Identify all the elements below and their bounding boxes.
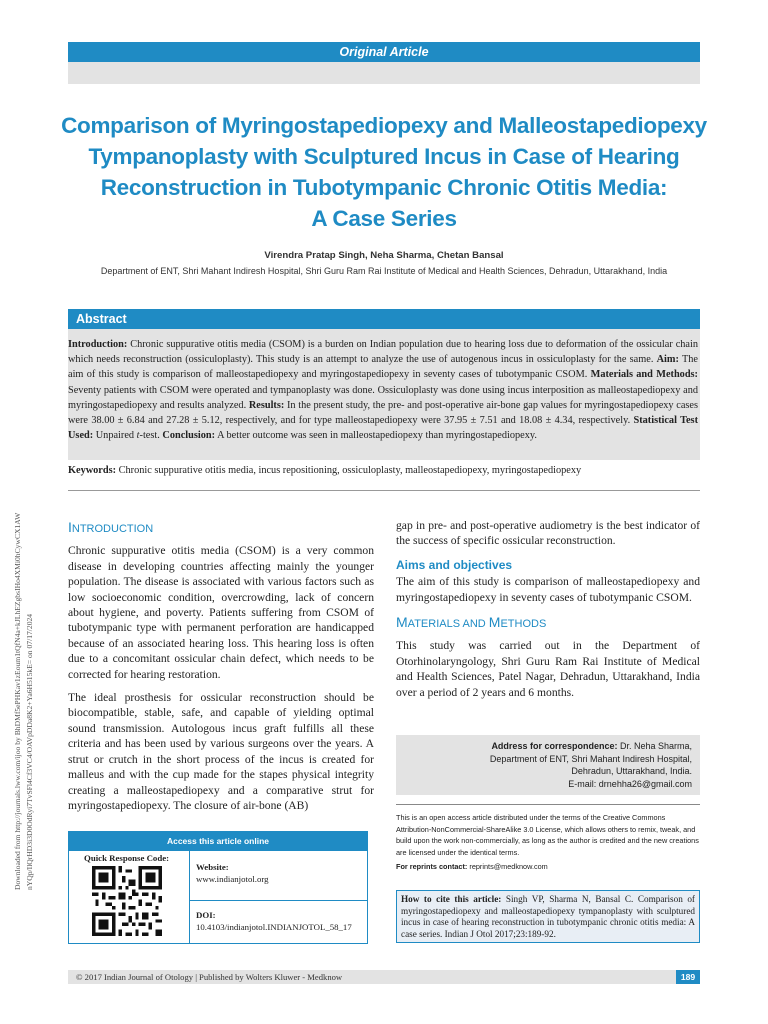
abstract-body xyxy=(68,329,700,460)
keywords-label: Keywords: xyxy=(68,465,117,476)
citation-box xyxy=(396,890,700,943)
header-band xyxy=(68,62,700,84)
abstract-results-label: Results: xyxy=(248,399,285,411)
introduction-para1: Chronic suppurative otitis media (CSOM) is a very common disease in developing countries affecting mainly the younger population. The disease is associated with various factors such as low socioeconomic condition, overcrowding, lack of concern about hygiene, and poverty. Patients suffering from CSOM of tubotympanic type with permanent perforation are handicapped because of an associated hearing loss. This hearing loss is often due to a concomitant ossicular chain defect, which needs to be corrected for hearing restoration. xyxy=(68,544,374,681)
keywords-text: Chronic suppurative otitis media, incus repositioning, ossiculoplasty, malleostapediopexy, myringostapediopexy xyxy=(116,465,582,476)
introduction-para2: The ideal prosthesis for ossicular reconstruction should be biocompatible, stable, safe, and capable of yielding optimal sound transmission. Autologous incus graft fulfills all these criteria and has been used by various surgeons over the years. A strut or crutch in the short process of the incus is created for malleus and with the cup made for the stapes physical integrity creating a malleostapediopexy and a comparative strut for myringostapediopexy. The closure of air-bone (AB) xyxy=(68,691,374,812)
open-access-note xyxy=(396,812,700,873)
doi-label: DOI: xyxy=(196,910,216,920)
website-label: Website: xyxy=(196,862,229,872)
abstract-conclusion-text: A better outcome was seen in malleostapediopexy than myringostapediopexy. xyxy=(215,430,537,442)
qr-label: Quick Response Code: xyxy=(84,853,170,863)
right-column xyxy=(396,518,700,700)
abstract-heading: Abstract xyxy=(68,309,700,329)
page-number: 189 xyxy=(676,970,700,984)
aims-text: The aim of this study is comparison of malleostapediopexy and myringostapediopexy in seventy cases of tubotympanic CSOM. xyxy=(396,575,700,604)
left-column xyxy=(68,520,374,813)
abstract-stat-text-end: -test. xyxy=(139,430,163,442)
title-line: Comparison of Myringostapediopexy and Malleostapediopexy xyxy=(61,113,707,138)
abstract-methods-text: Seventy patients with CSOM were operated and tympanoplasty was done. Ossiculoplasty was done using incus interposition as malleostapediopexy and myringostapediopexy and results analyzed. xyxy=(68,384,698,411)
divider xyxy=(68,490,700,491)
abstract-intro-text: Chronic suppurative otitis media (CSOM) is a burden on Indian population due to hearing loss due to deformation of the ossicular chain which needs reconstruction (ossiculoplasty). This study is an attempt to analyze the use of autogenous incus in ossiculoplasty for the same. xyxy=(68,339,698,366)
section-label: Original Article xyxy=(68,42,700,62)
doi-block xyxy=(196,910,352,933)
abstract-methods-label: Materials and Methods: xyxy=(590,369,698,381)
reprints-label: For reprints contact: xyxy=(396,862,468,872)
divider xyxy=(189,900,368,901)
introduction-continued: gap in pre- and post-operative audiometry is the best indicator of the success of specific ossicular reconstruction. xyxy=(396,519,700,548)
correspondence-email: E-mail: drnehha26@gmail.com xyxy=(568,778,692,789)
correspondence-box xyxy=(396,735,700,795)
abstract-stat-label: Statistical Test Used: xyxy=(68,415,698,442)
affiliation: Department of ENT, Shri Mahant Indiresh Hospital, Shri Guru Ram Rai Institute of Medical and Health Sciences, Dehradun, Uttarakhand, India xyxy=(100,266,668,276)
abstract-aim-label: Aim: xyxy=(656,354,679,366)
correspondence-name: Dr. Neha Sharma, xyxy=(617,741,692,751)
correspondence-line: Dehradun, Uttarakhand, India. xyxy=(571,766,692,776)
abstract-conclusion-label: Conclusion: xyxy=(162,430,216,442)
abstract-aim-text: The aim of this study is comparison of malleostapediopexy and myringostapediopexy in seventy cases of tubotympanic CSOM. xyxy=(68,354,698,381)
aims-heading: Aims and objectives xyxy=(396,557,513,572)
title-line: Reconstruction in Tubotympanic Chronic Otitis Media: xyxy=(100,175,668,200)
download-note-line2: nYQp/IlQrHD3i3D0OdRyi7TvSFl4Cf3VC4/OAVpDDa8K2+Ya6H515kE= on 07/17/2024 xyxy=(25,613,34,890)
open-access-text: This is an open access article distributed under the terms of the Creative Commons Attribution-NonCommercial-ShareAlike 3.0 License, which allows others to remix, tweak, and build upon the work non-commercially, as long as the author is credited and the new creations are licensed under the identical terms. xyxy=(396,813,699,857)
access-online-heading: Access this article online xyxy=(68,831,368,851)
abstract-stat-t: t xyxy=(136,430,140,442)
introduction-heading: INTRODUCTION xyxy=(68,519,154,535)
footer-text: © 2017 Indian Journal of Otology | Published by Wolters Kluwer - Medknow xyxy=(76,972,343,982)
citation-text: Singh VP, Sharma N, Bansal C. Comparison of myringostapediopexy and malleostapediopexy tympanoplasty with sculptured incus in case of hearing reconstruction in tubotympanic chronic otitis media: A case series. Indian J Otol 2017;23:189-92. xyxy=(401,894,695,939)
download-note xyxy=(12,170,42,890)
title-line: Tympanoplasty with Sculptured Incus in Case of Hearing xyxy=(88,144,680,169)
correspondence-line: Department of ENT, Shri Mahant Indiresh Hospital, xyxy=(489,753,692,764)
website-link[interactable]: www.indianjotol.org xyxy=(196,873,269,884)
methods-heading: MATERIALS AND METHODS xyxy=(396,614,547,631)
citation-label: How to cite this article: xyxy=(401,894,502,904)
doi-link[interactable]: 10.4103/indianjotol.INDIANJOTOL_58_17 xyxy=(196,921,352,932)
methods-text: This study was carried out in the Department of Otorhinolaryngology, Shri Guru Ram Rai Institute of Medical and Health Sciences, Patel Nagar, Dehradun, Uttarakhand, India over a period of 2 years and 6 months. xyxy=(396,639,700,699)
article-title xyxy=(60,110,708,234)
correspondence-label: Address for correspondence: xyxy=(491,741,618,751)
qr-code-icon[interactable] xyxy=(92,866,162,936)
keywords xyxy=(68,464,700,478)
title-line: A Case Series xyxy=(311,206,457,231)
reprints-email[interactable]: reprints@medknow.com xyxy=(467,862,548,872)
abstract-stat-text: Unpaired xyxy=(93,430,137,442)
website-block xyxy=(196,862,269,885)
divider xyxy=(189,851,190,944)
download-note-line1: Downloaded from http://journals.lww.com/ijoo by BhDMf5ePHKav1zEoum1tQfN4a+kJLhEZgbsIHo4XMi0hCywCX1AW xyxy=(13,512,22,890)
authors: Virendra Pratap Singh, Neha Sharma, Chetan Bansal xyxy=(264,250,504,261)
abstract-intro-label: Introduction: xyxy=(68,339,128,350)
divider xyxy=(396,804,700,805)
abstract-results-text: In the present study, the pre- and post-operative air-bone gap values for myringostapediopexy cases were 38.00 ± 6.84 and 27.28 ± 5.12, respectively, and for type malleostapediopexy were 37.95 ± 7.51 and 18.08 ± 4.34, respectively. xyxy=(68,399,698,427)
